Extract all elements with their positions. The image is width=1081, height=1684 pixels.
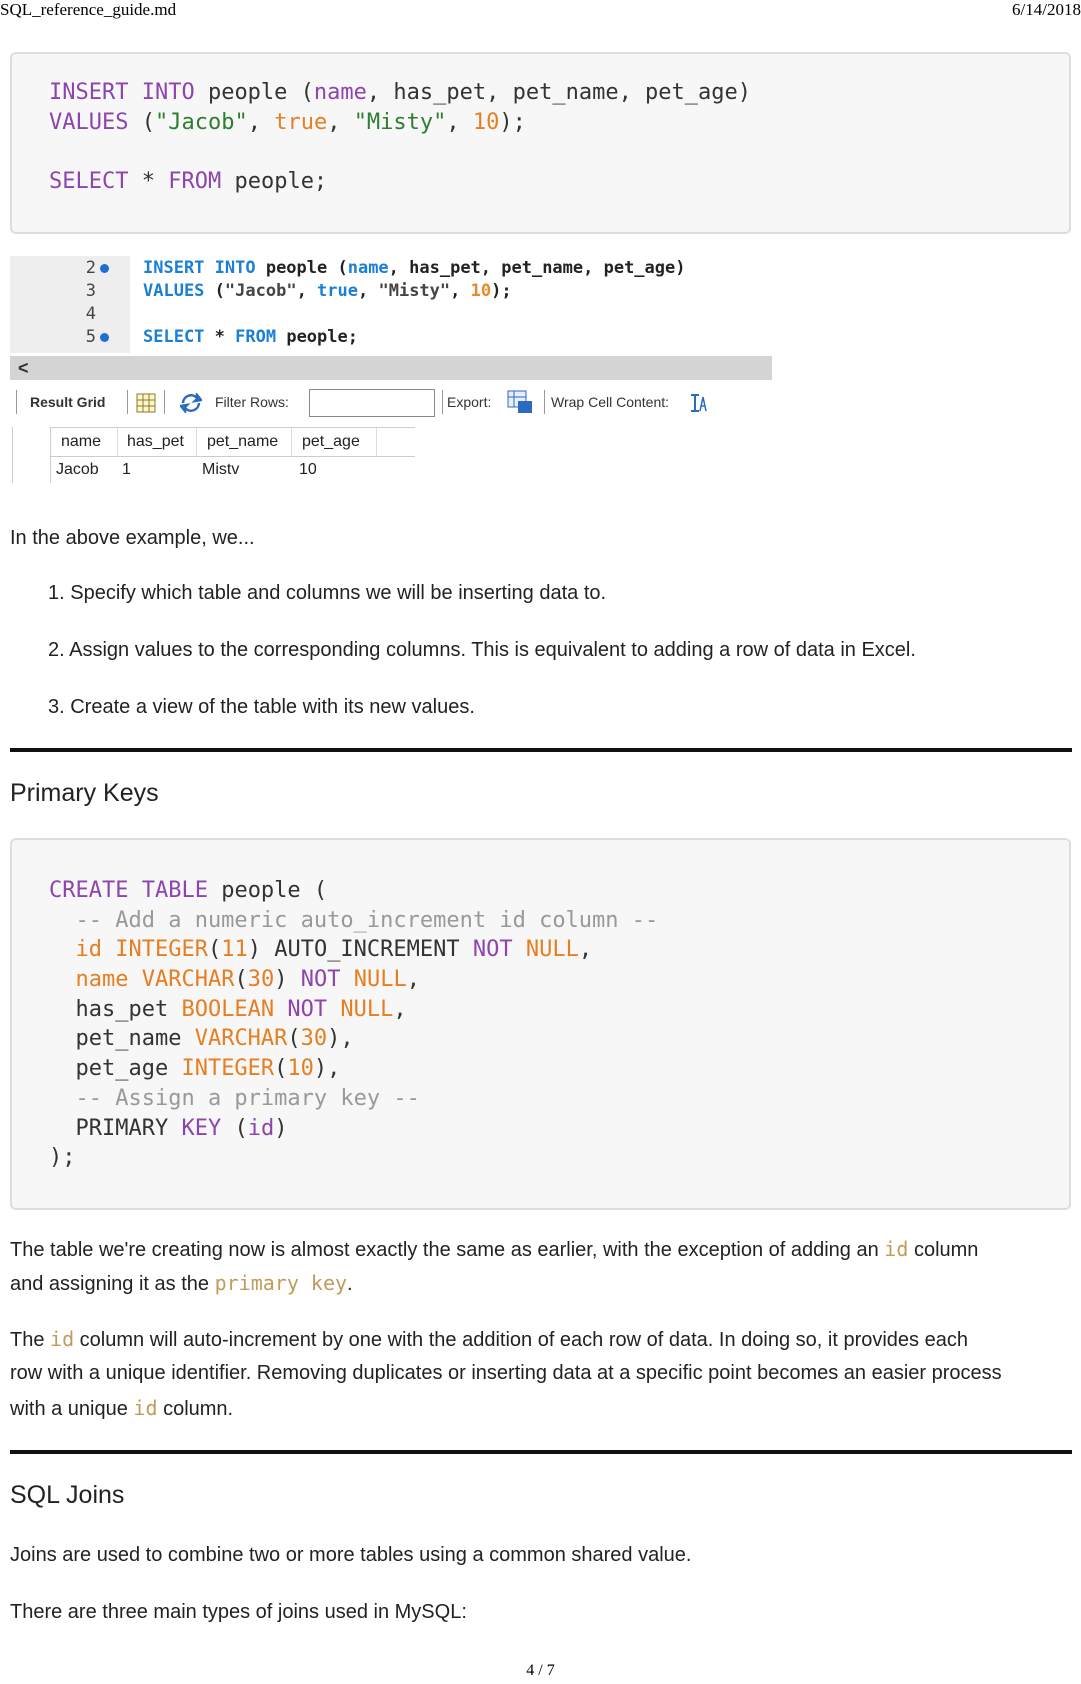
toolbar-separator [442,390,443,414]
filter-rows-input[interactable] [309,389,435,417]
code-line: pet_age INTEGER(10), [49,1056,341,1082]
filter-rows-label: Filter Rows: [215,394,289,410]
column-header[interactable]: has_pet [127,433,184,450]
code-line: pet_name VARCHAR(30), [49,1026,354,1052]
document-date: 6/14/2018 [1012,0,1081,19]
paragraph-line: with a unique id column. [10,1396,234,1420]
list-item: 1. Specify which table and columns we will be inserting data to. [48,582,607,604]
refresh-icon[interactable] [180,393,202,413]
toolbar-separator [16,390,17,414]
code-line-blank [49,137,1069,167]
table-cell[interactable]: 10 [299,461,317,478]
code-comment: -- Add a numeric auto_increment id column -- [49,907,659,933]
horizontal-rule [10,1450,1072,1454]
toolbar-separator [544,390,545,414]
wrap-text-icon[interactable] [690,393,708,413]
paragraph-line: and assigning it as the primary key. [10,1271,353,1295]
result-grid-header [51,427,415,457]
editor-line: SELECT * FROM people; [143,327,358,347]
section-heading-primary-keys: Primary Keys [10,779,159,807]
column-header[interactable]: name [61,433,102,450]
column-divider [117,428,118,456]
paragraph-line: The table we're creating now is almost exactly the same as earlier, with the exception of adding an id column [10,1237,979,1261]
mysql-workbench-screenshot [10,256,772,488]
line-number: 5 [85,327,96,347]
line-number: 3 [85,281,96,301]
code-line: ); [49,1145,76,1171]
result-toolbar [10,387,772,417]
code-line: PRIMARY KEY (id) [49,1115,288,1141]
inline-code: primary key [214,1271,348,1295]
list-item: 3. Create a view of the table with its new values. [48,696,475,718]
grid-view-icon[interactable] [136,393,156,413]
column-divider [376,428,377,456]
export-icon[interactable] [506,389,534,415]
editor-line: VALUES ("Jacob", true, "Misty", 10); [143,281,512,301]
code-line: name VARCHAR(30) NOT NULL, [75,967,420,993]
paragraph-line: row with a unique identifier. Removing duplicates or inserting data at a specific point becomes an easier process [10,1362,1002,1384]
column-header[interactable]: pet_age [302,433,360,450]
inline-code: id [133,1396,158,1420]
section-heading-sql-joins: SQL Joins [10,1481,125,1509]
table-row[interactable] [51,456,415,484]
code-block-create-table [10,838,1071,1210]
toolbar-separator [164,390,165,414]
horizontal-rule [10,748,1072,752]
code-line: SELECT * FROM people; [49,169,328,195]
code-line: has_pet BOOLEAN NOT NULL, [49,996,407,1022]
inline-code: id [50,1327,75,1351]
export-label: Export: [447,394,492,410]
document-filename: SQL_reference_guide.md [0,0,177,19]
code-block-insert [10,52,1071,234]
paragraph-line: There are three main types of joins used in MySQL: [10,1601,467,1623]
code-line: CREATE TABLE people ( [49,878,328,903]
wrap-cell-content-label: Wrap Cell Content: [551,394,670,410]
line-number: 4 [85,304,96,324]
statement-marker-icon [100,333,109,342]
column-divider [196,428,197,456]
table-cell[interactable]: 1 [122,461,131,478]
paragraph-line: The id column will auto-increment by one with the addition of each row of data. In doing so, it provides each [10,1327,968,1351]
code-comment: -- Assign a primary key -- [49,1085,420,1111]
result-grid-tab[interactable]: Result Grid [30,394,106,410]
list-item: 2. Assign values to the corresponding columns. This is equivalent to adding a row of data in Excel. [48,639,916,661]
intro-text: In the above example, we... [10,527,255,549]
column-header[interactable]: pet_name [207,433,279,450]
column-divider [291,428,292,456]
statement-marker-icon [100,264,109,273]
inline-code: id [884,1237,909,1261]
editor-line: INSERT INTO people (name, has_pet, pet_name, pet_age) [143,258,686,278]
page-number: 4 / 7 [526,1662,555,1679]
code-line: id INTEGER(11) AUTO_INCREMENT NOT NULL, [75,937,593,963]
table-cell[interactable]: Jacob [56,461,99,478]
horizontal-scrollbar[interactable] [10,356,772,380]
result-grid [12,427,407,483]
toolbar-separator [127,390,128,414]
code-line: VALUES ("Jacob", true, "Misty", 10); [49,109,526,135]
table-cell[interactable]: Mistv [202,461,240,478]
paragraph-line: Joins are used to combine two or more tables using a common shared value. [10,1544,692,1566]
code-line: INSERT INTO people (name, has_pet, pet_name, pet_age) [49,80,752,105]
scroll-left-icon[interactable]: < [18,358,29,378]
line-number: 2 [85,258,96,278]
